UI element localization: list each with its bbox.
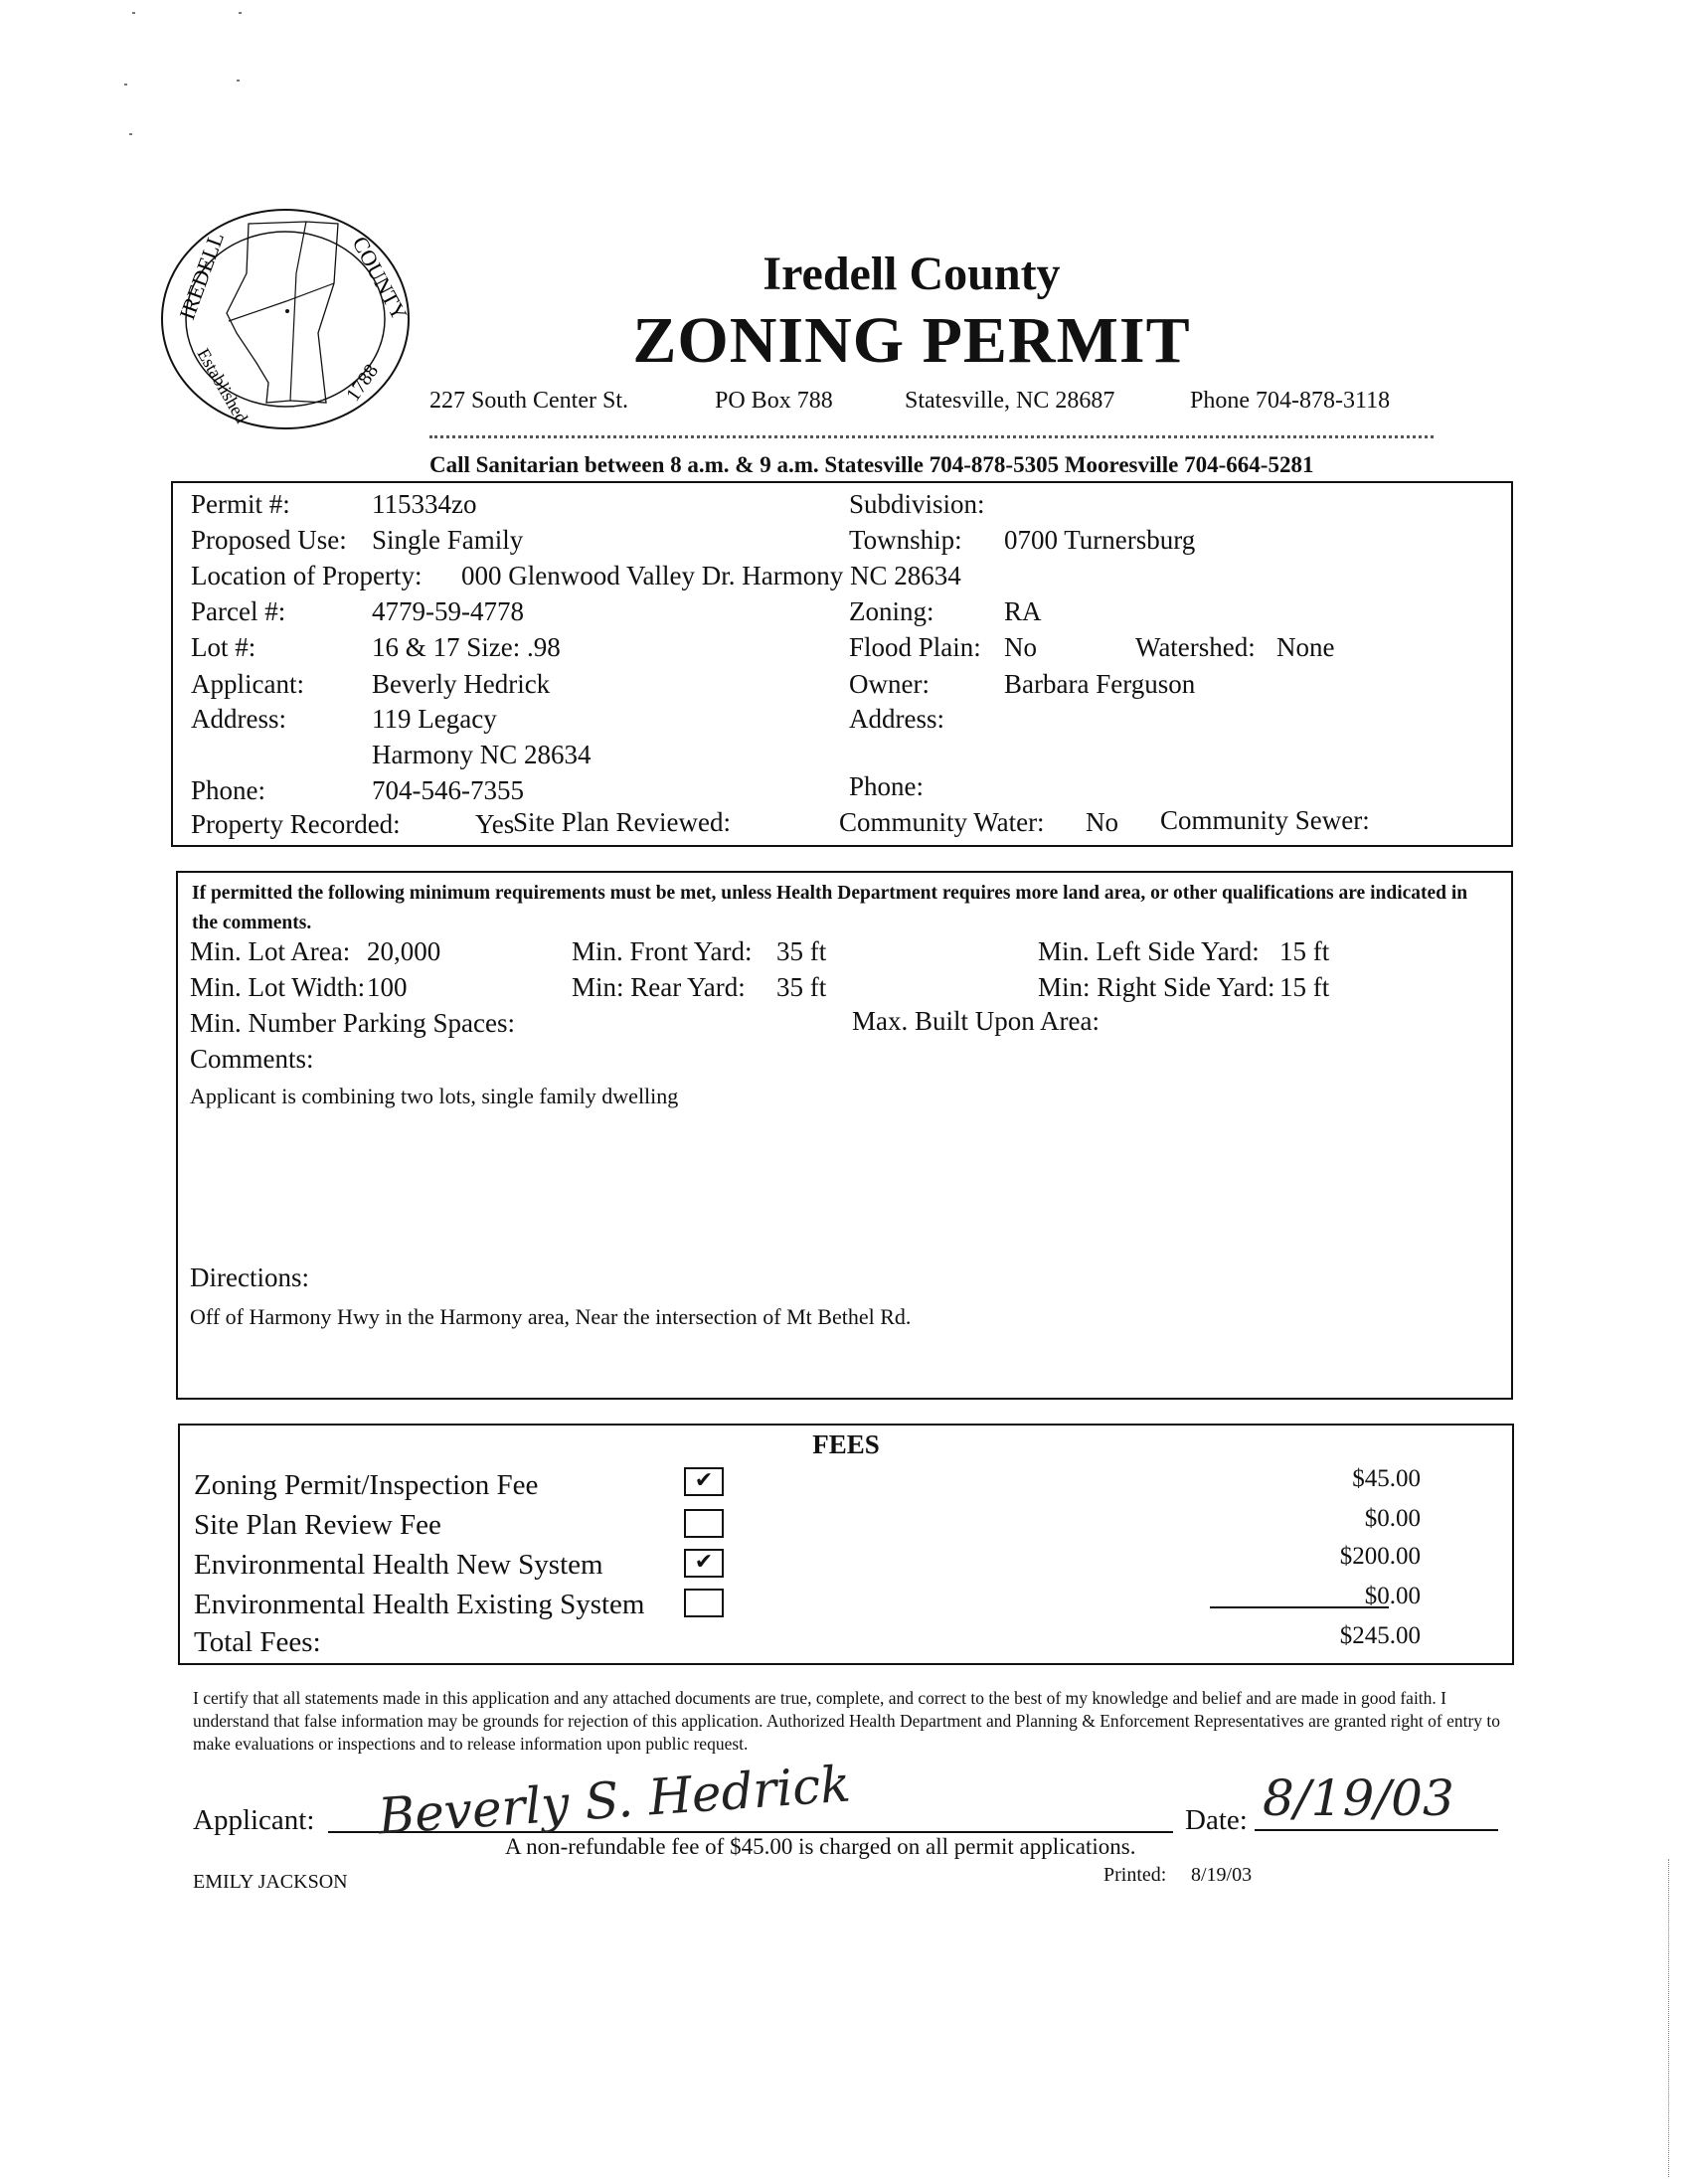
- directions-label: Directions:: [190, 1262, 309, 1292]
- min-lot-width-value: 100: [367, 972, 408, 1002]
- fee-site-plan-amount: $0.00: [1364, 1505, 1421, 1532]
- site-plan-reviewed-label: Site Plan Reviewed:: [513, 807, 731, 837]
- office-street: 227 South Center St.: [429, 388, 629, 414]
- owner-address-label: Address:: [849, 704, 944, 734]
- document-title: ZONING PERMIT: [632, 304, 1191, 377]
- township-value: 0700 Turnersburg: [1004, 525, 1196, 555]
- applicant-address-line2: Harmony NC 28634: [372, 740, 592, 769]
- min-left-side-yard-value: 15 ft: [1279, 936, 1330, 966]
- requirements-section: [176, 871, 1513, 1400]
- scan-speck: [124, 84, 127, 85]
- applicant-phone-label: Phone:: [191, 775, 266, 805]
- date-label: Date:: [1185, 1804, 1248, 1836]
- directions-text: Off of Harmony Hwy in the Harmony area, Near the intersection of Mt Bethel Rd.: [190, 1304, 912, 1329]
- applicant-name: Beverly Hedrick: [372, 669, 551, 699]
- min-lot-area-label: Min. Lot Area:: [190, 936, 351, 966]
- lot-value: 16 & 17 Size: .98: [372, 632, 561, 662]
- total-fees-label: Total Fees:: [194, 1626, 321, 1658]
- min-right-side-yard-value: 15 ft: [1279, 972, 1330, 1002]
- checkmark-icon: ✔: [694, 1550, 714, 1575]
- office-phone: Phone 704-878-3118: [1190, 388, 1391, 414]
- community-water-value: No: [1086, 807, 1118, 837]
- parcel-label: Parcel #:: [191, 596, 286, 626]
- property-recorded-value: Yes: [475, 809, 515, 839]
- comments-label: Comments:: [190, 1044, 314, 1074]
- svg-text:COUNTY: COUNTY: [347, 232, 413, 325]
- min-lot-area-value: 20,000: [367, 936, 441, 966]
- fee-env-health-new-checkbox[interactable]: [684, 1549, 724, 1578]
- svg-text:Established: Established: [193, 345, 253, 426]
- owner-phone-label: Phone:: [849, 771, 925, 801]
- applicant-phone: 704-546-7355: [372, 775, 524, 805]
- watershed-label: Watershed:: [1135, 632, 1256, 662]
- certification-text: I certify that all statements made in this application and any attached documents are true, complete, and correct to the best of my knowledge and belief and are made in good faith. I understand that false information may be grounds for rejection of this application. Authorized Health Department and Planning & Enforcement Representatives are granted right of entry to make evaluations or inspections and to release information upon public request.: [193, 1688, 1501, 1754]
- permit-number: 115334zo: [372, 489, 477, 519]
- min-left-side-yard-label: Min. Left Side Yard:: [1038, 936, 1260, 966]
- applicant-label: Applicant:: [191, 669, 304, 699]
- min-rear-yard-label: Min: Rear Yard:: [572, 972, 746, 1002]
- location-label: Location of Property:: [191, 561, 423, 590]
- applicant-address-label: Address:: [191, 704, 286, 734]
- scan-speck: [237, 80, 240, 82]
- permit-number-label: Permit #:: [191, 489, 290, 519]
- printed-date: 8/19/03: [1191, 1864, 1253, 1886]
- owner-label: Owner:: [849, 669, 930, 699]
- fee-env-health-existing-checkbox[interactable]: [684, 1589, 724, 1617]
- checkmark-icon: ✔: [694, 1468, 714, 1493]
- owner-name: Barbara Ferguson: [1004, 669, 1196, 699]
- scan-speck: [132, 12, 135, 14]
- lot-label: Lot #:: [191, 632, 256, 662]
- min-rear-yard-value: 35 ft: [776, 972, 827, 1002]
- township-label: Township:: [849, 525, 962, 555]
- proposed-use: Single Family: [372, 525, 524, 555]
- fee-env-health-existing-amount: $0.00: [1364, 1583, 1421, 1609]
- flood-plain-label: Flood Plain:: [849, 632, 981, 662]
- parcel-value: 4779-59-4778: [372, 596, 524, 626]
- applicant-signature-label: Applicant:: [193, 1804, 315, 1836]
- applicant-address-line1: 119 Legacy: [372, 704, 497, 734]
- fee-env-health-existing-label: Environmental Health Existing System: [194, 1589, 645, 1620]
- scan-speck: [239, 12, 242, 14]
- clerk-name: EMILY JACKSON: [193, 1871, 348, 1893]
- office-city: Statesville, NC 28687: [905, 388, 1115, 414]
- header-divider: [429, 435, 1434, 441]
- comments-text: Applicant is combining two lots, single family dwelling: [190, 1084, 679, 1108]
- min-front-yard-value: 35 ft: [776, 936, 827, 966]
- permit-info-section: [171, 481, 1513, 847]
- fees-title: FEES: [812, 1429, 880, 1459]
- fee-site-plan-checkbox[interactable]: [684, 1509, 724, 1538]
- fee-env-health-new-label: Environmental Health New System: [194, 1549, 603, 1581]
- total-divider: [1210, 1606, 1389, 1608]
- min-right-side-yard-label: Min: Right Side Yard:: [1038, 972, 1275, 1002]
- requirements-heading: If permitted the following minimum requirements must be met, unless Health Department requires more land area, or other qualifications are indicated in the comments.: [192, 883, 1468, 933]
- svg-text:IREDELL: IREDELL: [174, 229, 230, 323]
- svg-text:1788: 1788: [342, 360, 384, 406]
- proposed-use-label: Proposed Use:: [191, 525, 347, 555]
- min-front-yard-label: Min. Front Yard:: [572, 936, 753, 966]
- office-po-box: PO Box 788: [715, 388, 833, 414]
- location-value: 000 Glenwood Valley Dr. Harmony NC 28634: [461, 561, 961, 590]
- applicant-signature: Beverly S. Hedrick: [376, 1755, 853, 1846]
- fee-site-plan-label: Site Plan Review Fee: [194, 1509, 441, 1541]
- max-built-upon-label: Max. Built Upon Area:: [852, 1006, 1100, 1036]
- county-name: Iredell County: [762, 248, 1061, 300]
- date-handwritten: 8/19/03: [1263, 1769, 1454, 1827]
- total-fees-amount: $245.00: [1339, 1622, 1421, 1649]
- community-sewer-label: Community Sewer:: [1160, 805, 1370, 835]
- scan-edge-artifact: [1668, 1859, 1669, 2177]
- community-water-label: Community Water:: [839, 807, 1045, 837]
- zoning-value: RA: [1004, 596, 1042, 626]
- sanitarian-note: Call Sanitarian between 8 a.m. & 9 a.m. Statesville 704-878-5305 Mooresville 704-664-5281: [429, 452, 1314, 477]
- fee-zoning-permit-label: Zoning Permit/Inspection Fee: [194, 1469, 539, 1501]
- nonrefundable-note: A non-refundable fee of $45.00 is charged on all permit applications.: [505, 1834, 1136, 1859]
- property-recorded-label: Property Recorded:: [191, 809, 401, 839]
- flood-plain-value: No: [1004, 632, 1037, 662]
- scan-speck: [129, 133, 132, 135]
- fees-section: [178, 1424, 1514, 1665]
- zoning-label: Zoning:: [849, 596, 934, 626]
- watershed-value: None: [1276, 632, 1335, 662]
- date-line[interactable]: [1255, 1827, 1498, 1831]
- printed-label: Printed:: [1103, 1864, 1167, 1886]
- fee-zoning-permit-checkbox[interactable]: [684, 1467, 724, 1496]
- subdivision-label: Subdivision:: [849, 489, 985, 519]
- min-parking-label: Min. Number Parking Spaces:: [190, 1008, 515, 1038]
- fee-env-health-new-amount: $200.00: [1339, 1543, 1421, 1570]
- min-lot-width-label: Min. Lot Width:: [190, 972, 366, 1002]
- fee-zoning-permit-amount: $45.00: [1352, 1465, 1421, 1492]
